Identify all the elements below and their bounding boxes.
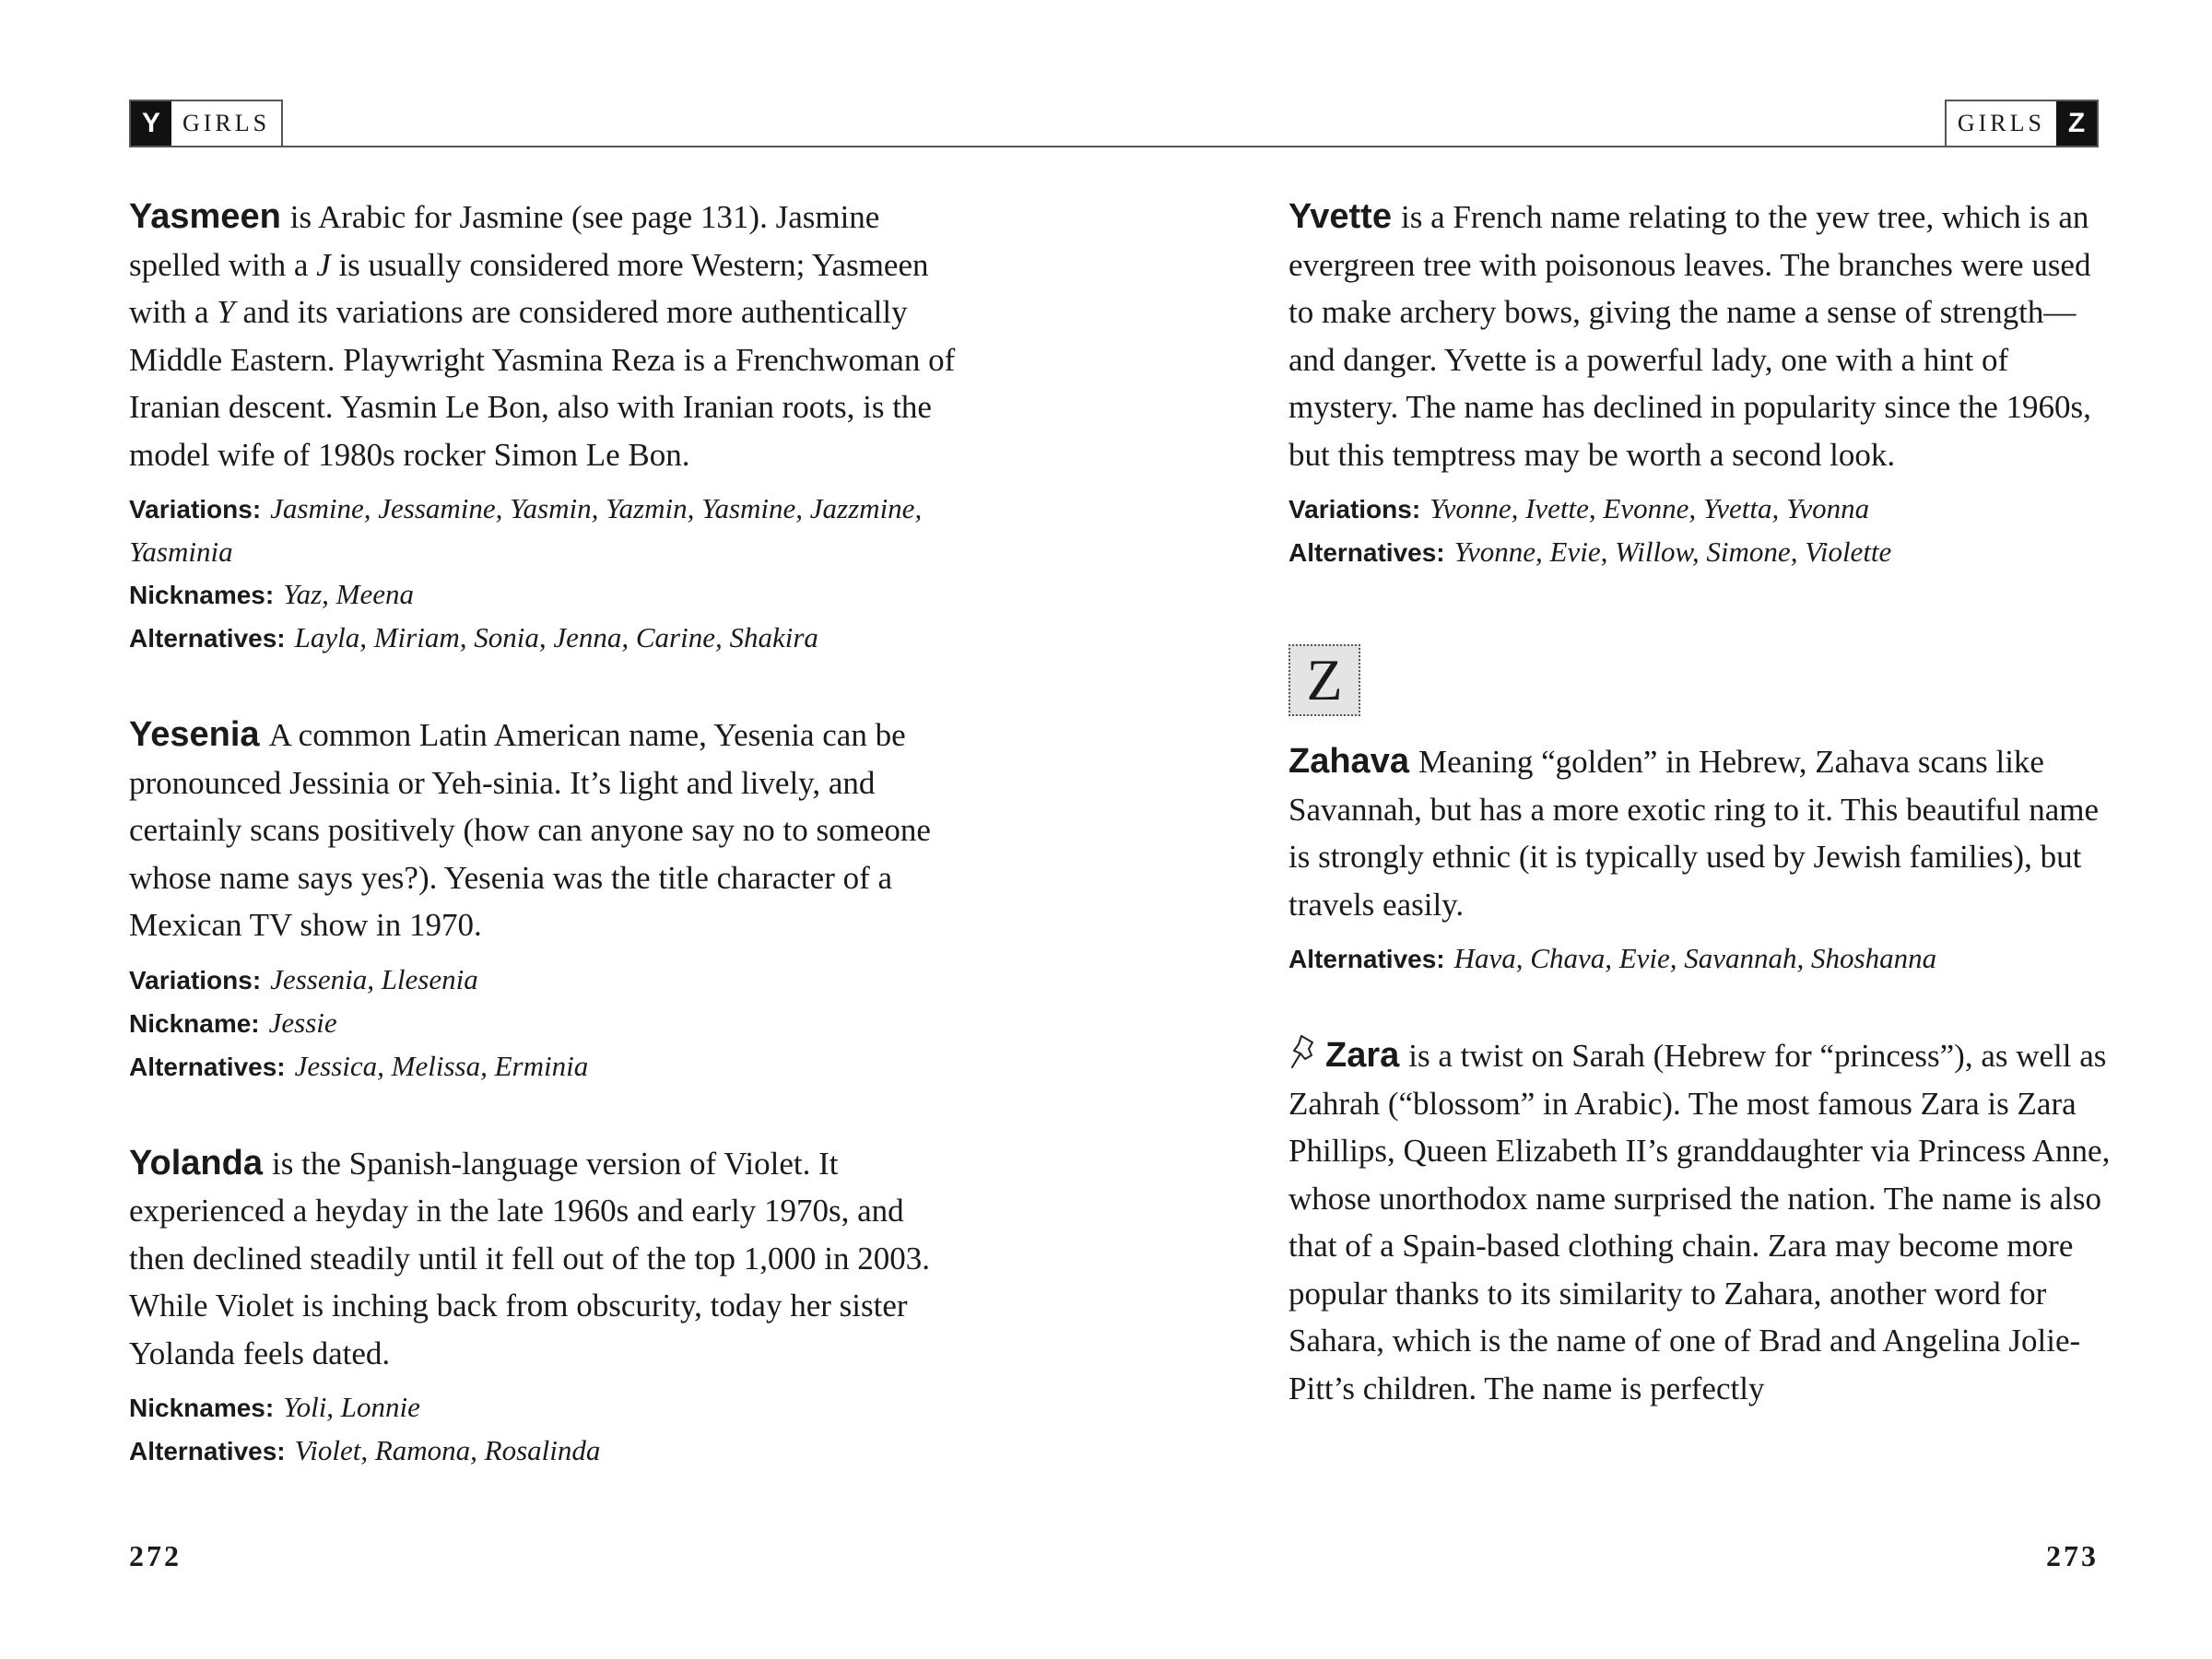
- variations-value: Jasmine, Jessamine, Yasmin, Yazmin, Yasmine, Jazzmine, Yasminia: [129, 492, 923, 568]
- header-rule: [129, 146, 2099, 147]
- entry-body: [1288, 738, 2118, 928]
- section-label: GIRLS: [182, 110, 271, 136]
- entry-body: [129, 1140, 959, 1378]
- entry-body: [129, 712, 959, 949]
- nicknames-label: Nicknames:: [129, 1394, 275, 1422]
- entry-body: [129, 194, 959, 478]
- nickname-label: Nickname:: [129, 1008, 260, 1038]
- alternatives-label: Alternatives:: [1288, 538, 1445, 567]
- alternatives-label: Alternatives:: [129, 624, 286, 653]
- nicknames-value: Yaz, Meena: [283, 578, 414, 610]
- entry-emphasis: J: [316, 246, 331, 283]
- entry-text: is usually considered more Western; Yasmeen with a: [129, 246, 929, 330]
- entry-body: [1288, 1032, 2118, 1412]
- entry-yolanda: [129, 1140, 959, 1474]
- alternatives-line: [129, 617, 959, 660]
- nicknames-line: [129, 1386, 959, 1430]
- nicknames-value: Yoli, Lonnie: [283, 1391, 420, 1423]
- entry-meta: [129, 1386, 959, 1473]
- alternatives-label: Alternatives:: [129, 1437, 286, 1465]
- nicknames-label: Nicknames:: [129, 581, 275, 609]
- page-number-left: 272: [129, 1539, 182, 1572]
- entry-meta: [1288, 937, 2118, 981]
- entry-text: is a twist on Sarah (Hebrew for “princess”), as well as Zahrah (“blossom” in Arabic). The most famous Zara is Zara Phillips, Queen Elizabeth II’s granddaughter via Princess Anne, whose unorthodox name surprised the nation. The name is also that of a Spain-based clothing chain. Zara may become more popular thanks to its similarity to Zahara, another word for Sahara, which is the name of one of Brad and Angelina Jolie-Pitt’s children. The name is perfectly: [1288, 1038, 2111, 1406]
- entry-yesenia: [129, 712, 959, 1088]
- entry-text: is Arabic for Jasmine (see page 131). Jasmine spelled with a: [129, 199, 880, 283]
- entry-text: is a French name relating to the yew tree, which is an evergreen tree with poisonous leaves. The branches were used to make archery bows, giving the name a sense of strength—and danger. Yvette is a powerful lady, one with a hint of mystery. The name has declined in popularity since the 1960s, but this temptress may be worth a second look.: [1288, 199, 2091, 473]
- section-letter: Y: [131, 101, 171, 146]
- entry-headword: Zara: [1325, 1036, 1400, 1075]
- section-tab-left: [129, 100, 283, 146]
- variations-line: [129, 488, 959, 573]
- variations-line: [129, 959, 959, 1002]
- left-page-column: [129, 194, 959, 1524]
- nickname-line: [129, 1002, 959, 1045]
- entry-headword: Yvette: [1288, 197, 1392, 236]
- nicknames-line: [129, 573, 959, 617]
- entry-headword: Yolanda: [129, 1143, 263, 1182]
- entry-meta: [129, 959, 959, 1088]
- entry-meta: [129, 488, 959, 660]
- entry-yvette: [1288, 194, 2118, 574]
- right-page-column: [1288, 194, 2118, 1464]
- entry-text: is the Spanish-language version of Violet. It experienced a heyday in the late 1960s and early 1970s, and then declined steadily until it fell out of the top 1,000 in 2003. While Violet is inching back from obscurity, today her sister Yolanda feels dated.: [129, 1145, 931, 1371]
- entry-text: A common Latin American name, Yesenia can be pronounced Jessinia or Yeh-sinia. It’s light and lively, and certainly scans positively (how can anyone say no to someone whose name says yes?). Yesenia was the title character of a Mexican TV show in 1970.: [129, 717, 931, 943]
- entry-meta: [1288, 488, 2118, 574]
- alternatives-line: [129, 1045, 959, 1088]
- section-label: GIRLS: [1957, 110, 2045, 136]
- page-number-right: 273: [2046, 1539, 2099, 1572]
- pushpin-icon: [1288, 1033, 1322, 1070]
- alternatives-value: Hava, Chava, Evie, Savannah, Shoshanna: [1453, 942, 1937, 974]
- alternatives-value: Yvonne, Evie, Willow, Simone, Violette: [1453, 535, 1892, 568]
- entry-zara: [1288, 1032, 2118, 1412]
- entry-emphasis: Y: [217, 294, 235, 330]
- variations-label: Variations:: [1288, 495, 1421, 524]
- section-tab-right: [1945, 100, 2099, 146]
- alternatives-line: [129, 1430, 959, 1473]
- variations-line: [1288, 488, 2118, 531]
- variations-label: Variations:: [129, 965, 262, 994]
- entry-zahava: [1288, 738, 2118, 981]
- section-letter: Z: [2056, 101, 2097, 146]
- entry-body: [1288, 194, 2118, 478]
- entry-text: and its variations are considered more authentically Middle Eastern. Playwright Yasmina Reza is a Frenchwoman of Iranian descent. Yasmin Le Bon, also with Iranian roots, is the model wife of 1980s rocker Simon Le Bon.: [129, 294, 956, 473]
- alternatives-value: Jessica, Melissa, Erminia: [294, 1049, 589, 1082]
- alternatives-label: Alternatives:: [1288, 945, 1445, 973]
- entry-headword: Zahava: [1288, 742, 1409, 781]
- variations-value: Jessenia, Llesenia: [270, 962, 478, 995]
- alternatives-value: Violet, Ramona, Rosalinda: [294, 1434, 601, 1466]
- section-letter-box: Z: [1288, 644, 1360, 716]
- alternatives-value: Layla, Miriam, Sonia, Jenna, Carine, Shakira: [294, 621, 818, 653]
- variations-value: Yvonne, Ivette, Evonne, Yvetta, Yvonna: [1430, 492, 1870, 524]
- entry-headword: Yasmeen: [129, 197, 281, 236]
- alternatives-line: [1288, 531, 2118, 574]
- variations-label: Variations:: [129, 495, 262, 524]
- nickname-value: Jessie: [268, 1006, 337, 1039]
- entry-headword: Yesenia: [129, 715, 260, 754]
- alternatives-label: Alternatives:: [129, 1052, 286, 1081]
- entry-yasmeen: [129, 194, 959, 660]
- alternatives-line: [1288, 937, 2118, 981]
- entry-text: Meaning “golden” in Hebrew, Zahava scans like Savannah, but has a more exotic ring to it. This beautiful name is strongly ethnic (it is typically used by Jewish families), but travels easily.: [1288, 744, 2099, 923]
